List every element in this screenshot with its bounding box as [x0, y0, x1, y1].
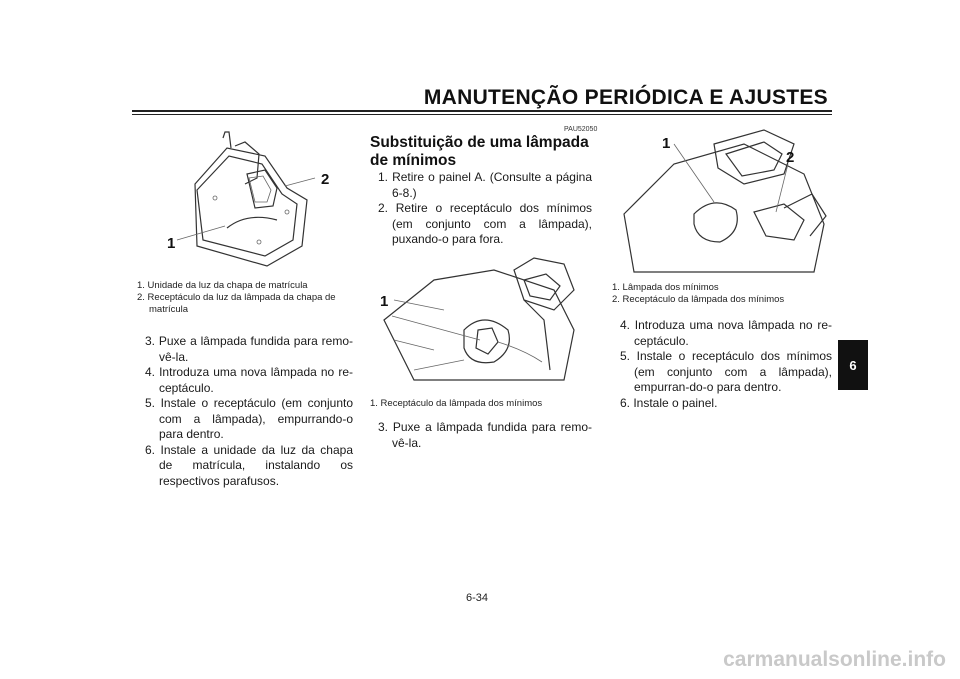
position-lamp-socket-illustration	[374, 250, 592, 390]
step-item: 1. Retire o painel A. (Consulte a página 6-8.)	[378, 170, 592, 200]
step-item: 4. Introduza uma nova lâmpada no re-ceptáculo.	[145, 365, 353, 395]
figure-label-1: 1	[662, 135, 671, 152]
page-number: 6-34	[466, 592, 489, 604]
page-title: MANUTENÇÃO PERIÓDICA E AJUSTES	[423, 86, 828, 109]
figure-captions	[612, 282, 832, 306]
step-item: 3. Puxe a lâmpada fundida para remo-vê-la.	[378, 420, 592, 450]
step-item: 2. Retire o receptáculo dos mínimos (em conjunto com a lâmpada), puxando-o para fora.	[378, 201, 592, 246]
step-item: 3. Puxe a lâmpada fundida para remo-vê-la.	[145, 334, 353, 364]
step-item: 4. Introduza uma nova lâmpada no re-ceptáculo.	[620, 318, 832, 348]
section-title: Substituição de uma lâmpada de mínimos	[370, 134, 589, 169]
step-item: 6. Instale o painel.	[620, 395, 718, 410]
figure-label-2: 2	[786, 149, 795, 166]
step-list-top	[370, 170, 592, 248]
step-item: 5. Instale o receptáculo dos mínimos (em conjunto com a lâmpada), empurran-do-o para dentro.	[620, 349, 832, 394]
caption-item: 2. Receptáculo da luz da lâmpada da chapa de matrícula	[137, 292, 336, 315]
figure-label-1: 1	[380, 293, 389, 310]
position-lamp-removal-illustration	[614, 124, 832, 274]
step-item: 6. Instale a unidade da luz da chapa de matrícula, instalando os respectivos parafusos.	[145, 442, 353, 488]
caption-item: 2. Receptáculo da lâmpada dos mínimos	[612, 294, 785, 305]
step-list	[612, 318, 832, 411]
header-rule	[132, 110, 832, 112]
step-list-bottom	[370, 420, 592, 451]
caption-item: 1. Unidade da luz da chapa de matrícula	[137, 280, 308, 291]
caption-item: 1. Lâmpada dos mínimos	[612, 282, 719, 293]
step-list	[137, 334, 353, 489]
figure-captions	[137, 280, 353, 316]
caption-item: 1. Receptáculo da lâmpada dos mínimos	[370, 398, 543, 409]
figure-label-1: 1	[167, 235, 176, 252]
reference-code: PAU52050	[564, 126, 598, 133]
figure-captions	[370, 398, 592, 410]
step-item: 5. Instale o receptáculo (em conjunto com a lâmpada), empurrando-o para dentro.	[145, 396, 353, 441]
license-plate-light-illustration	[137, 128, 355, 278]
chapter-tab[interactable]: 6	[838, 340, 868, 390]
header-rule-thin	[132, 114, 832, 115]
figure-label-2: 2	[321, 171, 330, 188]
watermark: carmanualsonline.info	[723, 648, 946, 671]
